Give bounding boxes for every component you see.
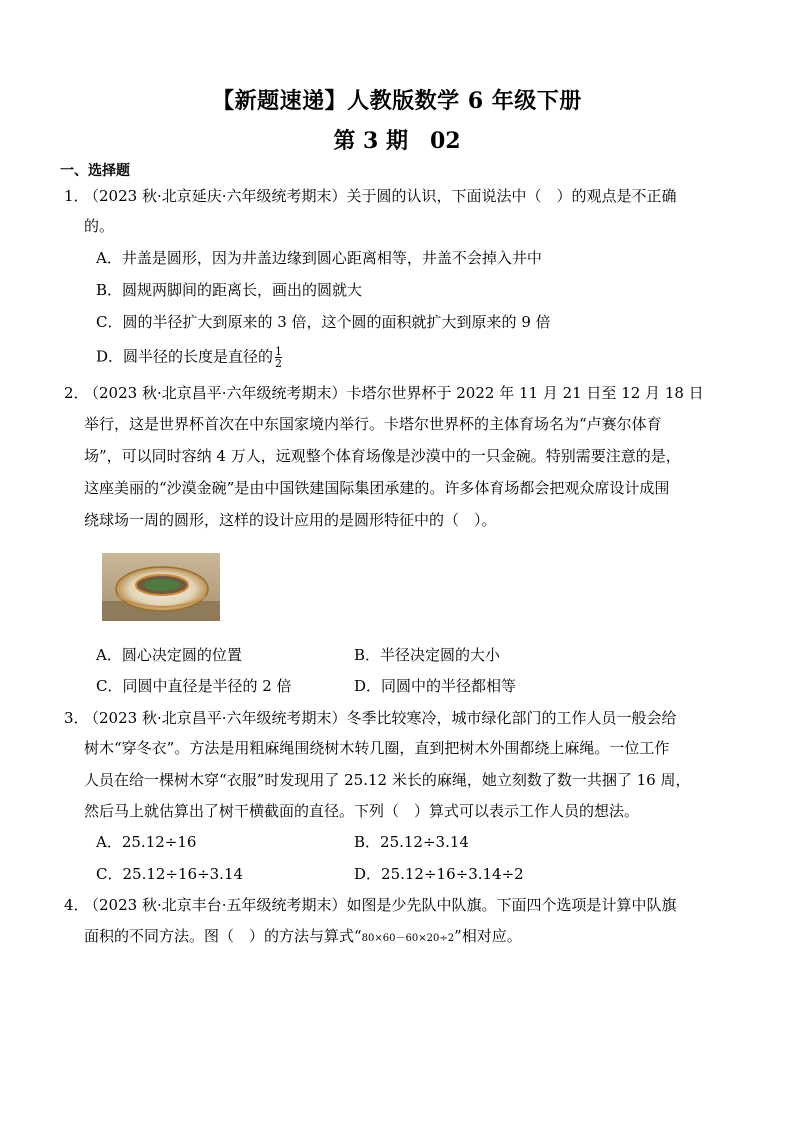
question-2-text-line: 这座美丽的“沙漠金碗”是由中国铁建国际集团承建的。许多体育场都会把观众席设计成围 <box>84 479 670 497</box>
section-heading: 一、选择题 <box>60 163 130 179</box>
fraction-numerator: 1 <box>275 345 283 358</box>
stadium-photo <box>102 553 220 621</box>
question-3-option-a[interactable]: A．25.12÷16 <box>96 833 197 851</box>
question-1-option-a[interactable]: A．井盖是圆形，因为井盖边缘到圆心距离相等，井盖不会掉入井中 <box>96 249 542 267</box>
question-3-text-line: 然后马上就估算出了树干横截面的直径。下列（ ）算式可以表示工作人员的想法。 <box>84 802 640 820</box>
question-2-text-line: 绕球场一周的圆形，这样的设计应用的是圆形特征中的（ ）。 <box>84 511 497 529</box>
question-4-text-after-formula: ”相对应。 <box>454 927 522 945</box>
question-1-text-line: （2023 秋·北京延庆·六年级统考期末）关于圆的认识，下面说法中（ ）的观点是不正确 <box>84 187 677 205</box>
question-2-text-line: 举行，这是世界杯首次在中东国家境内举行。卡塔尔世界杯的主体育场名为“卢赛尔体育 <box>84 415 662 433</box>
question-3-option-c[interactable]: C．25.12÷16÷3.14 <box>96 865 244 883</box>
page-subtitle: 第 3 期 02 <box>333 128 461 154</box>
question-1-text-line: 的。 <box>84 217 115 235</box>
question-1-option-c[interactable]: C．圆的半径扩大到原来的 3 倍，这个圆的面积就扩大到原来的 9 倍 <box>96 313 551 331</box>
question-3-text-line: （2023 秋·北京昌平·六年级统考期末）冬季比较寒冷，城市绿化部门的工作人员一般会给 <box>84 709 677 727</box>
question-2-option-c[interactable]: C．同圆中直径是半径的 2 倍 <box>96 677 292 695</box>
question-4-text-line: （2023 秋·北京丰台·五年级统考期末）如图是少先队中队旗。下面四个选项是计算中队旗 <box>84 896 677 914</box>
question-4-text-before-formula: 面积的不同方法。图（ ）的方法与算式“ <box>84 927 362 945</box>
question-4-number: 4． <box>64 896 89 914</box>
question-1-number: 1． <box>64 187 89 205</box>
question-4-text-line <box>84 926 522 949</box>
question-2-text-line: （2023 秋·北京昌平·六年级统考期末）卡塔尔世界杯于 2022 年 11 月 21 日至 12 月 18 日 <box>84 384 704 402</box>
question-3-option-d[interactable]: D．25.12÷16÷3.14÷2 <box>354 865 524 883</box>
question-2-text-line: 场”，可以同时容纳 4 万人，远观整个体育场像是沙漠中的一只金碗。特别需要注意的是， <box>84 447 681 465</box>
fraction-one-half <box>275 346 282 369</box>
page-title: 【新题速递】人教版数学 6 年级下册 <box>212 88 582 114</box>
fraction-denominator: 2 <box>275 357 283 370</box>
question-2-option-b[interactable]: B．半径决定圆的大小 <box>354 646 501 664</box>
question-3-option-b[interactable]: B．25.12÷3.14 <box>354 833 469 851</box>
question-2-option-a[interactable]: A．圆心决定圆的位置 <box>96 646 242 664</box>
question-1-option-b[interactable]: B．圆规两脚间的距离长，画出的圆就大 <box>96 281 363 299</box>
question-3-text-line: 树木“穿冬衣”。方法是用粗麻绳围绕树木转几圈，直到把树木外围都绕上麻绳。一位工作 <box>84 739 670 757</box>
question-3-text-line: 人员在给一棵树木穿“衣服”时发现用了 25.12 米长的麻绳，她立刻数了数一共捆了 16 周， <box>84 771 691 789</box>
question-3-number: 3． <box>64 709 89 727</box>
question-1-option-d-text: D．圆半径的长度是直径的 <box>96 347 274 366</box>
question-1-option-d[interactable] <box>96 346 282 369</box>
question-4-formula: 80×60－60×20÷2 <box>361 933 455 944</box>
question-2-option-d[interactable]: D．同圆中的半径都相等 <box>354 677 517 695</box>
question-2-number: 2． <box>64 384 89 402</box>
